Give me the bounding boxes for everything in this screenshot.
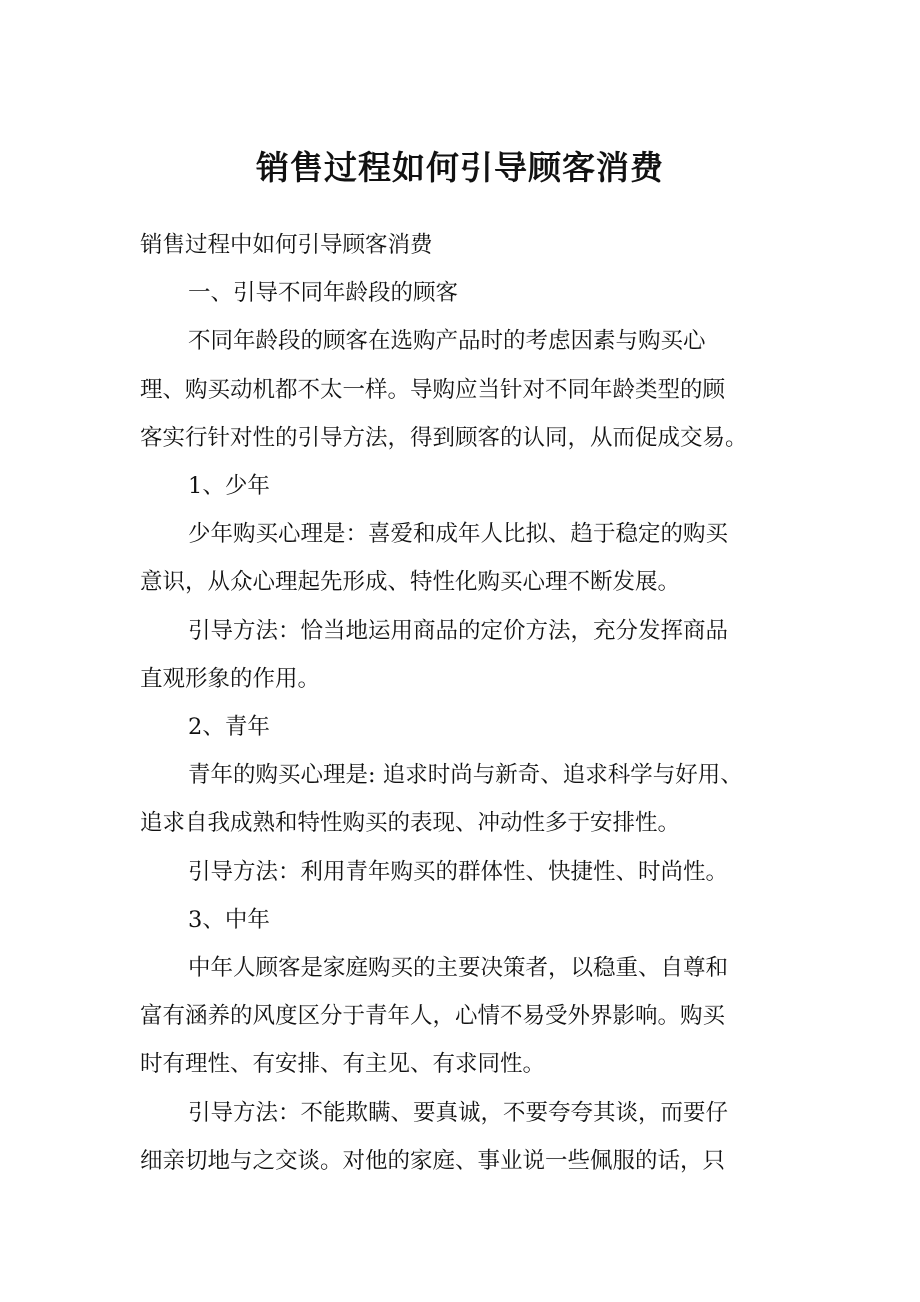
paragraph-line: 引导方法：恰当地运用商品的定价方法，充分发挥商品 (188, 617, 729, 644)
paragraph-line: 意识，从众心理起先形成、特性化购买心理不断发展。 (140, 569, 681, 596)
paragraph-line: 时有理性、有安排、有主见、有求同性。 (140, 1051, 546, 1078)
paragraph-line: 中年人顾客是家庭购买的主要决策者，以稳重、自尊和 (188, 955, 729, 982)
document-body (140, 221, 788, 1185)
paragraph-line: 直观形象的作用。 (140, 665, 321, 692)
paragraph-line: 富有涵养的风度区分于青年人，心情不易受外界影响。购买 (140, 1003, 726, 1030)
paragraph-line: 不同年龄段的顾客在选购产品时的考虑因素与购买心 (188, 328, 706, 355)
paragraph-line: 细亲切地与之交谈。对他的家庭、事业说一些佩服的话，只 (140, 1147, 726, 1174)
document-title: 销售过程如何引导顾客消费 (256, 148, 664, 187)
paragraph-line: 3、中年 (188, 906, 270, 933)
paragraph-line: 客实行针对性的引导方法，得到顾客的认同，从而促成交易。 (140, 424, 748, 451)
paragraph-line: 销售过程中如何引导顾客消费 (140, 232, 433, 258)
paragraph-line: 青年的购买心理是: 追求时尚与新奇、追求科学与好用、 (188, 762, 743, 789)
paragraph-line: 1、少年 (188, 473, 270, 500)
paragraph-line: 引导方法：利用青年购买的群体性、快捷性、时尚性。 (188, 858, 729, 885)
paragraph-line: 理、购买动机都不太一样。导购应当针对不同年龄类型的顾 (140, 376, 726, 403)
paragraph-line: 少年购买心理是：喜爱和成年人比拟、趋于稳定的购买 (188, 521, 729, 548)
paragraph-line: 一、引导不同年龄段的顾客 (188, 280, 459, 307)
paragraph-line: 2、青年 (188, 714, 270, 741)
paragraph-line: 追求自我成熟和特性购买的表现、冲动性多于安排性。 (140, 810, 681, 837)
paragraph-line: 引导方法：不能欺瞒、要真诚，不要夸夸其谈，而要仔 (188, 1099, 729, 1126)
